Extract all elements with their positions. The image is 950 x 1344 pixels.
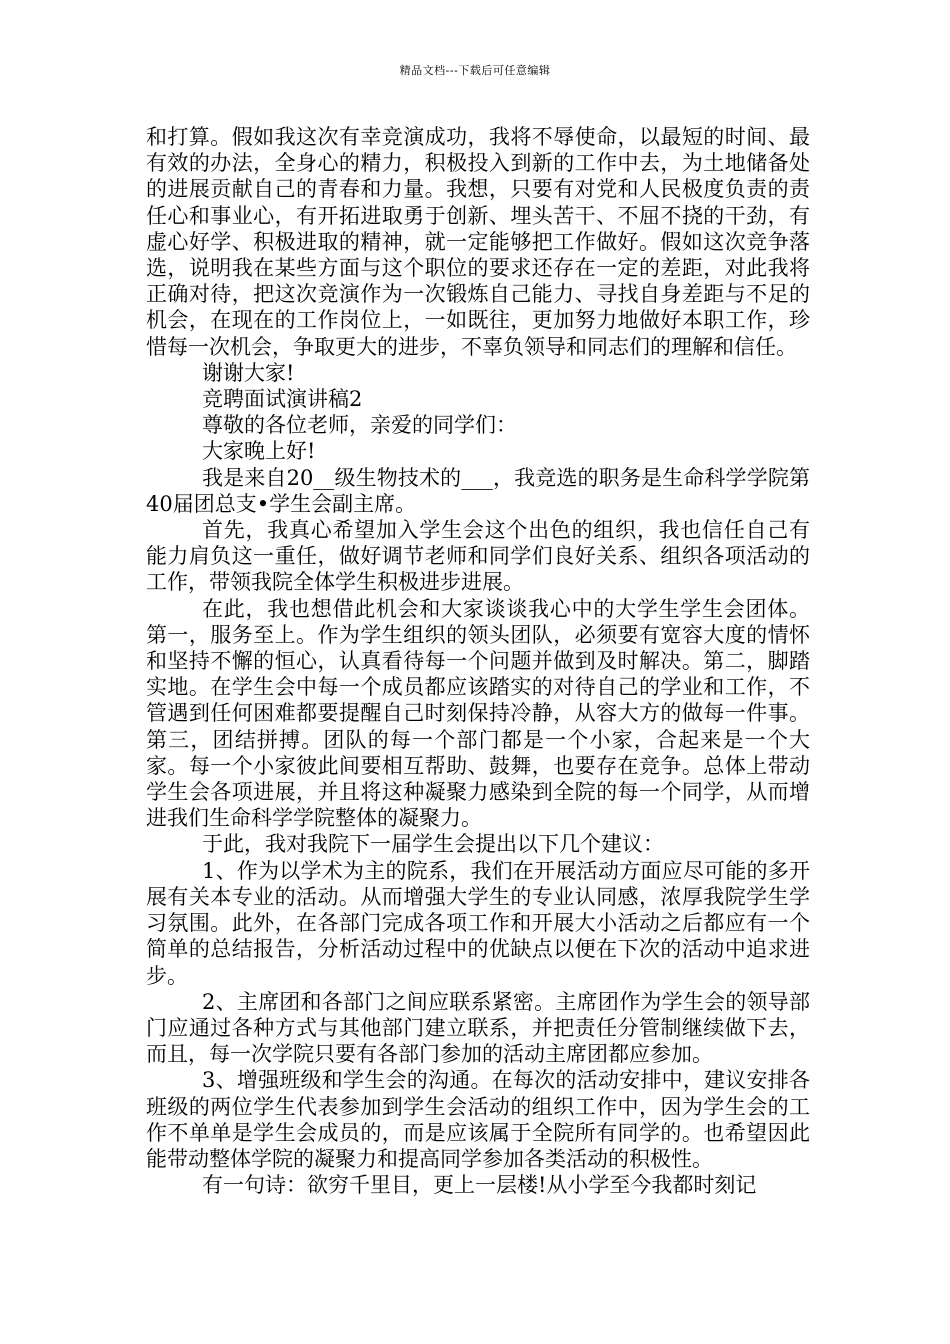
- paragraph-vision: 在此，我也想借此机会和大家谈谈我心中的大学生学生会团体。第一，服务至上。作为学生组织的领头团队，必须要有宽容大度的情怀和坚持不懈的恒心，认真看待每一个问题并做到及时解决。第二，脚踏实地。在学生会中每一个成员都应该踏实的对待自己的学业和工作，不管遇到任何困难都要提醒自己时刻保持冷静，从容大方的做每一件事。第三，团结拼搏。团队的每一个部门都是一个小家，合起来是一个大家。每一个小家彼此间要相互帮助、鼓舞，也要存在竞争。总体上带动学生会各项进展，并且将这种凝聚力感染到全院的每一个同学，从而增进我们生命科学学院整体的凝聚力。: [146, 596, 810, 831]
- document-body: [146, 124, 810, 1198]
- paragraph-suggestion-3: 3、增强班级和学生会的沟通。在每次的活动安排中，建议安排各班级的两位学生代表参加到学生会活动的组织工作中，因为学生会的工作不单单是学生会成员的，而是应该属于全院所有同学的。也希望因此能带动整体学院的凝聚力和提高同学参加各类活动的积极性。: [146, 1068, 810, 1171]
- paragraph-suggestion-2: 2、主席团和各部门之间应联系紧密。主席团作为学生会的领导部门应通过各种方式与其他部门建立联系，并把责任分管制继续做下去，而且，每一次学院只要有各部门参加的活动主席团都应参加。: [146, 989, 810, 1067]
- paragraph-poem: 有一句诗：欲穷千里目，更上一层楼!从小学至今我都时刻记: [202, 1173, 757, 1198]
- paragraph-thanks: 谢谢大家!: [202, 360, 295, 385]
- paragraph-suggestions-intro: 于此，我对我院下一届学生会提出以下几个建议：: [202, 832, 664, 857]
- section-title: 竞聘面试演讲稿2: [202, 387, 363, 412]
- page-header: 精品文档---下载后可任意编辑: [399, 64, 551, 77]
- paragraph-greeting: 大家晚上好!: [202, 439, 316, 464]
- paragraph-suggestion-1: 1、作为以学术为主的院系，我们在开展活动方面应尽可能的多开展有关本专业的活动。从而增强大学生的专业认同感，浓厚我院学生学习氛围。此外，在各部门完成各项工作和开展大小活动之后都应有一个简单的总结报告，分析活动过程中的优缺点以便在下次的活动中追求进步。: [146, 858, 810, 988]
- paragraph-continuation: 和打算。假如我这次有幸竞演成功，我将不辱使命，以最短的时间、最有效的办法，全身心的精力，积极投入到新的工作中去，为土地储备处的进展贡献自己的青春和力量。我想，只要有对党和人民极度负责的责任心和事业心，有开拓进取勇于创新、埋头苦干、不屈不挠的干劲，有虚心好学、积极进取的精神，就一定能够把工作做好。假如这次竞争落选，说明我在某些方面与这个职位的要求还存在一定的差距，对此我将正确对待，把这次竞演作为一次锻炼自己能力、寻找自身差距与不足的机会，在现在的工作岗位上，一如既往，更加努力地做好本职工作，珍惜每一次机会，争取更大的进步，不辜负领导和同志们的理解和信任。: [146, 125, 810, 359]
- paragraph-salutation: 尊敬的各位老师，亲爱的同学们：: [202, 413, 517, 438]
- paragraph-motivation: 首先，我真心希望加入学生会这个出色的组织，我也信任自己有能力肩负这一重任，做好调节老师和同学们良好关系、组织各项活动的工作，带领我院全体学生积极进步进展。: [146, 518, 810, 595]
- paragraph-introduction: 我是来自20__级生物技术的___，我竞选的职务是生命科学学院第40届团总支•学生会副主席。: [146, 465, 810, 516]
